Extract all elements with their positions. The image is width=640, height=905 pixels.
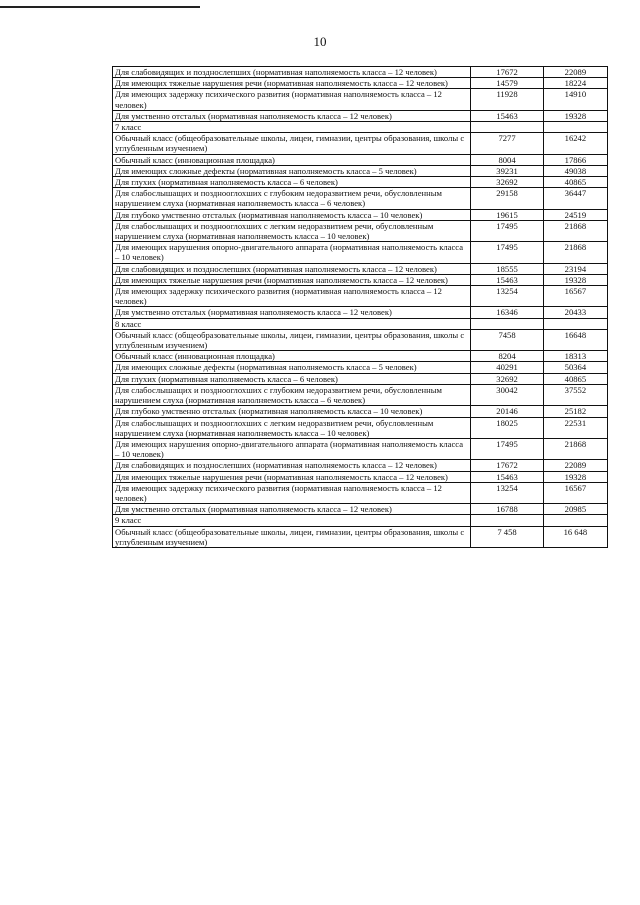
class-type-cell: Для слабослышащих и позднооглохших с легким недоразвитием речи, обусловленным нарушением слуха (нормативная наполняемость класса – 10 человек) (113, 220, 471, 241)
value-cell-2: 19328 (543, 110, 607, 121)
section-label: 8 класс (113, 318, 471, 329)
table-row (113, 110, 608, 121)
value-cell-1: 40291 (471, 362, 543, 373)
table-row (113, 307, 608, 318)
class-type-cell: Для глубоко умственно отсталых (нормативная наполняемость класса – 10 человек) (113, 209, 471, 220)
table-row (113, 242, 608, 263)
value-cell-2: 21868 (543, 242, 607, 263)
class-type-cell: Для имеющих сложные дефекты (нормативная наполняемость класса – 5 человек) (113, 362, 471, 373)
value-cell-1: 17672 (471, 460, 543, 471)
empty-cell (543, 515, 607, 526)
value-cell-2: 50364 (543, 362, 607, 373)
table-row (113, 133, 608, 154)
class-type-cell: Для слабослышащих и позднооглохших с легким недоразвитием речи, обусловленным нарушением слуха (нормативная наполняемость класса – 10 человек) (113, 417, 471, 438)
class-type-cell: Обычный класс (инновационная площадка) (113, 351, 471, 362)
class-type-cell: Для глухих (нормативная наполняемость класса – 6 человек) (113, 177, 471, 188)
value-cell-1: 32692 (471, 177, 543, 188)
class-type-cell: Для слабослышащих и позднооглохших с глубоким недоразвитием речи, обусловленным нарушением слуха (нормативная наполняемость класса – 6 человек) (113, 188, 471, 209)
value-cell-1: 17495 (471, 220, 543, 241)
value-cell-1: 7 458 (471, 526, 543, 547)
value-cell-1: 17495 (471, 242, 543, 263)
table-row (113, 165, 608, 176)
table-row (113, 263, 608, 274)
table-row (113, 482, 608, 503)
section-label: 7 класс (113, 122, 471, 133)
value-cell-2: 49038 (543, 165, 607, 176)
section-row (113, 318, 608, 329)
table-row (113, 417, 608, 438)
value-cell-1: 16788 (471, 504, 543, 515)
table-row (113, 504, 608, 515)
table-body (113, 67, 608, 548)
class-type-cell: Для умственно отсталых (нормативная наполняемость класса – 12 человек) (113, 504, 471, 515)
value-cell-1: 19615 (471, 209, 543, 220)
class-type-cell: Для глубоко умственно отсталых (нормативная наполняемость класса – 10 человек) (113, 406, 471, 417)
class-type-cell: Для имеющих тяжелые нарушения речи (нормативная наполняемость класса – 12 человек) (113, 274, 471, 285)
table-row (113, 220, 608, 241)
value-cell-1: 20146 (471, 406, 543, 417)
value-cell-2: 20985 (543, 504, 607, 515)
value-cell-2: 23194 (543, 263, 607, 274)
value-cell-1: 15463 (471, 274, 543, 285)
class-type-cell: Обычный класс (инновационная площадка) (113, 154, 471, 165)
value-cell-2: 19328 (543, 471, 607, 482)
value-cell-1: 7458 (471, 329, 543, 350)
value-cell-1: 17495 (471, 438, 543, 459)
value-cell-1: 29158 (471, 188, 543, 209)
class-type-cell: Для имеющих тяжелые нарушения речи (нормативная наполняемость класса – 12 человек) (113, 78, 471, 89)
value-cell-1: 13254 (471, 286, 543, 307)
value-cell-1: 13254 (471, 482, 543, 503)
value-cell-2: 17866 (543, 154, 607, 165)
table-row (113, 78, 608, 89)
value-cell-2: 40865 (543, 373, 607, 384)
value-cell-1: 30042 (471, 384, 543, 405)
empty-cell (471, 318, 543, 329)
class-type-cell: Для умственно отсталых (нормативная наполняемость класса – 12 человек) (113, 307, 471, 318)
table-row (113, 384, 608, 405)
class-type-cell: Для имеющих нарушения опорно-двигательного аппарата (нормативная наполняемость класса – 10 человек) (113, 242, 471, 263)
table-row (113, 471, 608, 482)
class-type-cell: Обычный класс (общеобразовательные школы, лицеи, гимназии, центры образования, школы с углубленным изучением) (113, 133, 471, 154)
class-type-cell: Для слабовидящих и позднослепших (нормативная наполняемость класса – 12 человек) (113, 67, 471, 78)
empty-cell (543, 122, 607, 133)
value-cell-2: 36447 (543, 188, 607, 209)
class-type-cell: Для слабослышащих и позднооглохших с глубоким недоразвитием речи, обусловленным нарушением слуха (нормативная наполняемость класса – 6 человек) (113, 384, 471, 405)
table-row (113, 460, 608, 471)
class-type-cell: Обычный класс (общеобразовательные школы, лицеи, гимназии, центры образования, школы с углубленным изучением) (113, 526, 471, 547)
section-label: 9 класс (113, 515, 471, 526)
class-type-cell: Обычный класс (общеобразовательные школы, лицеи, гимназии, центры образования, школы с углубленным изучением) (113, 329, 471, 350)
cost-table (112, 66, 608, 548)
section-row (113, 122, 608, 133)
value-cell-2: 21868 (543, 220, 607, 241)
value-cell-1: 15463 (471, 110, 543, 121)
table-row (113, 286, 608, 307)
value-cell-2: 24519 (543, 209, 607, 220)
table-row (113, 188, 608, 209)
value-cell-2: 22089 (543, 460, 607, 471)
table-row (113, 526, 608, 547)
value-cell-1: 7277 (471, 133, 543, 154)
table-row (113, 406, 608, 417)
class-type-cell: Для имеющих тяжелые нарушения речи (нормативная наполняемость класса – 12 человек) (113, 471, 471, 482)
empty-cell (471, 122, 543, 133)
value-cell-1: 15463 (471, 471, 543, 482)
value-cell-2: 19328 (543, 274, 607, 285)
table-row (113, 177, 608, 188)
class-type-cell: Для имеющих задержку психического развития (нормативная наполняемость класса – 12 человек) (113, 286, 471, 307)
class-type-cell: Для имеющих задержку психического развития (нормативная наполняемость класса – 12 человек) (113, 89, 471, 110)
value-cell-1: 32692 (471, 373, 543, 384)
value-cell-1: 8204 (471, 351, 543, 362)
class-type-cell: Для глухих (нормативная наполняемость класса – 6 человек) (113, 373, 471, 384)
class-type-cell: Для имеющих задержку психического развития (нормативная наполняемость класса – 12 человек) (113, 482, 471, 503)
class-type-cell: Для имеющих сложные дефекты (нормативная наполняемость класса – 5 человек) (113, 165, 471, 176)
value-cell-2: 21868 (543, 438, 607, 459)
table-row (113, 89, 608, 110)
value-cell-2: 22089 (543, 67, 607, 78)
value-cell-1: 39231 (471, 165, 543, 176)
value-cell-1: 18555 (471, 263, 543, 274)
table-row (113, 67, 608, 78)
value-cell-2: 14910 (543, 89, 607, 110)
table-row (113, 438, 608, 459)
value-cell-2: 18224 (543, 78, 607, 89)
class-type-cell: Для слабовидящих и позднослепших (нормативная наполняемость класса – 12 человек) (113, 263, 471, 274)
value-cell-1: 18025 (471, 417, 543, 438)
value-cell-1: 14579 (471, 78, 543, 89)
value-cell-1: 17672 (471, 67, 543, 78)
value-cell-1: 16346 (471, 307, 543, 318)
empty-cell (543, 318, 607, 329)
value-cell-2: 20433 (543, 307, 607, 318)
value-cell-1: 8004 (471, 154, 543, 165)
value-cell-2: 16567 (543, 286, 607, 307)
value-cell-2: 40865 (543, 177, 607, 188)
page-number: 10 (313, 34, 327, 49)
value-cell-2: 37552 (543, 384, 607, 405)
empty-cell (471, 515, 543, 526)
table-row (113, 154, 608, 165)
top-rule (0, 6, 200, 8)
value-cell-2: 16242 (543, 133, 607, 154)
value-cell-2: 18313 (543, 351, 607, 362)
class-type-cell: Для имеющих нарушения опорно-двигательного аппарата (нормативная наполняемость класса – 10 человек) (113, 438, 471, 459)
value-cell-2: 16648 (543, 329, 607, 350)
table-row (113, 373, 608, 384)
class-type-cell: Для слабовидящих и позднослепших (нормативная наполняемость класса – 12 человек) (113, 460, 471, 471)
section-row (113, 515, 608, 526)
value-cell-2: 22531 (543, 417, 607, 438)
table-row (113, 351, 608, 362)
value-cell-2: 25182 (543, 406, 607, 417)
table-row (113, 209, 608, 220)
class-type-cell: Для умственно отсталых (нормативная наполняемость класса – 12 человек) (113, 110, 471, 121)
table-row (113, 329, 608, 350)
table-row (113, 362, 608, 373)
value-cell-2: 16 648 (543, 526, 607, 547)
value-cell-1: 11928 (471, 89, 543, 110)
value-cell-2: 16567 (543, 482, 607, 503)
table-row (113, 274, 608, 285)
